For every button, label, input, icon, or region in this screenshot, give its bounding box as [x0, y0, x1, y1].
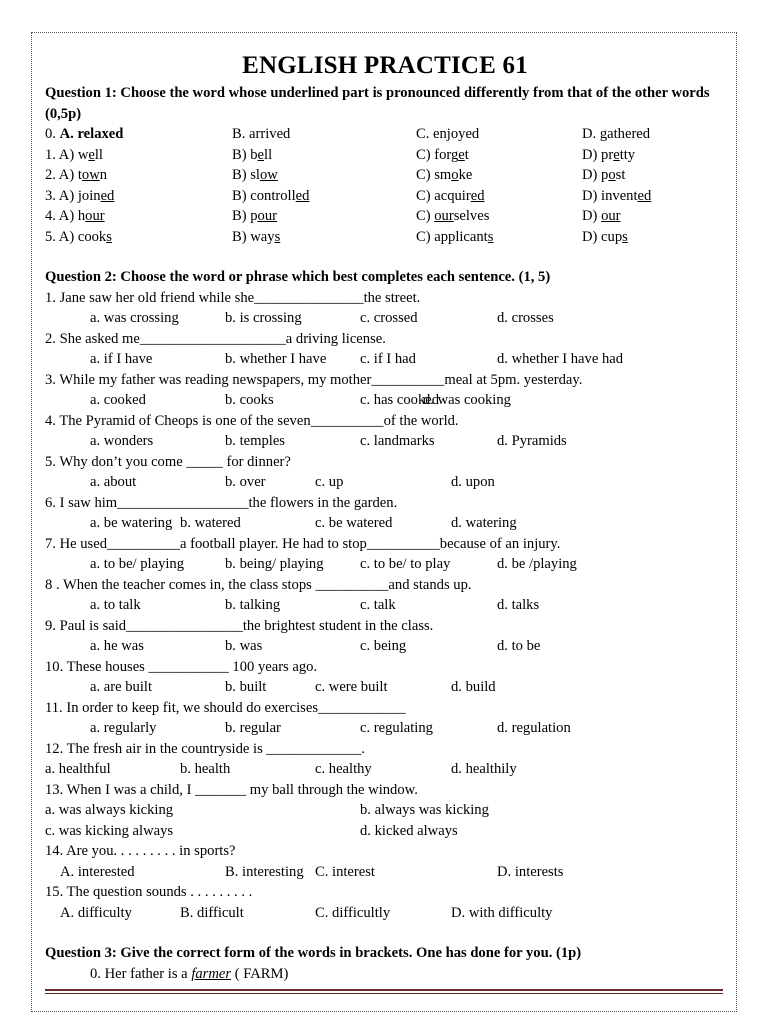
option-underlined-part: our: [434, 208, 454, 224]
option-b: [232, 165, 278, 186]
option-a: [45, 186, 114, 207]
row-number: 5.: [45, 228, 56, 245]
option-row: [45, 206, 725, 227]
option-row: [45, 718, 725, 739]
question-1: [45, 83, 725, 247]
row-number: 1.: [45, 146, 56, 163]
option-c: C. difficultly: [315, 904, 391, 921]
option-text: D) invent: [582, 187, 638, 204]
option-text: D): [582, 208, 602, 224]
option-a: A. difficulty: [60, 904, 132, 921]
option-b: b. whether I have: [225, 351, 327, 367]
option-text: B) b: [232, 146, 258, 163]
option-d: D. with difficulty: [451, 904, 553, 921]
option-text: D. gathered: [582, 126, 651, 142]
option-underlined-part: o: [451, 167, 459, 183]
question-stem: 5. Why don’t you come _____ for dinner?: [45, 453, 291, 470]
option-a: [45, 124, 123, 145]
option-c: c. be watered: [315, 515, 393, 531]
option-text: B. arrived: [232, 126, 291, 142]
option-text: B) sl: [232, 167, 260, 183]
option-row: [45, 431, 725, 452]
question-stem: 1. Jane saw her old friend while she_______________the street.: [45, 289, 421, 306]
option-text: B) p: [232, 208, 258, 224]
option-underlined-part: our: [257, 208, 278, 224]
option-row: [45, 862, 725, 883]
question-stem: 13. When I was a child, I _______ my ball through the window.: [45, 781, 418, 798]
option-c: C. interest: [315, 863, 375, 880]
question-3: [45, 943, 725, 984]
option-a: a. about: [90, 474, 137, 490]
option-d: d. to be: [497, 638, 541, 654]
option-b: b. is crossing: [225, 310, 302, 326]
option-b: [232, 186, 309, 207]
option-d: [582, 165, 625, 186]
option-b: b. built: [225, 679, 267, 695]
option-text: C) applicant: [416, 228, 488, 245]
option-underlined-part: ow: [259, 167, 278, 183]
option-c: c. regulating: [360, 720, 433, 736]
option-row: [45, 636, 725, 657]
option-text: n: [99, 167, 108, 183]
question-stem: 10. These houses ___________ 100 years ago.: [45, 658, 318, 675]
option-b: b. over: [225, 474, 266, 490]
question-stem: 11. In order to keep fit, we should do exercises____________: [45, 699, 406, 716]
option-b: b. regular: [225, 720, 281, 736]
option-c: [416, 124, 479, 145]
option-underlined-part: ow: [81, 167, 100, 183]
option-a: [45, 227, 112, 248]
option-underlined-part: o: [608, 167, 616, 183]
row-number: 2.: [45, 167, 56, 183]
option-text: A) join: [58, 187, 101, 204]
option-row: [45, 554, 725, 575]
option-a: [45, 206, 105, 227]
option-text: C) forg: [416, 146, 459, 163]
option-d: [582, 206, 621, 227]
option-text: B) way: [232, 228, 275, 245]
option-text: C) acquir: [416, 187, 471, 204]
page-title: ENGLISH PRACTICE 61: [242, 52, 528, 79]
option-a: a. healthful: [45, 761, 111, 777]
question-stem: 2. She asked me____________________a driving license.: [45, 330, 386, 347]
option-text: selves: [453, 208, 490, 224]
spacer: [45, 247, 725, 267]
option-row: [45, 800, 725, 821]
option-d: d. talks: [497, 597, 540, 613]
option-d: d. be /playing: [497, 556, 577, 572]
option-c: [416, 145, 469, 166]
option-underlined-part: e: [458, 146, 465, 163]
option-row: [45, 759, 725, 780]
option-b: b. was: [225, 638, 263, 654]
example-answer: farmer: [191, 965, 232, 982]
question-1-heading: Question 1: Choose the word whose underlined part is pronounced differently from that of the other words (0,5p): [45, 85, 710, 122]
question-stem: 15. The question sounds . . . . . . . . .: [45, 884, 253, 900]
option-a: a. are built: [90, 679, 152, 695]
option-row: [45, 186, 725, 207]
option-row: [45, 124, 725, 145]
option-b: B. interesting: [225, 863, 304, 880]
option-row: [45, 472, 725, 493]
option-c: [416, 206, 489, 227]
option-b: [232, 206, 277, 227]
option-b: b. cooks: [225, 392, 274, 408]
option-d: D. interests: [497, 863, 564, 880]
option-text: A) h: [58, 208, 86, 224]
question-3-example: [45, 964, 725, 985]
option-underlined-part: s: [622, 228, 628, 245]
option-underlined-part: s: [487, 228, 494, 245]
option-text: A) t: [58, 167, 82, 183]
option-text: A. relaxed: [59, 126, 124, 142]
option-c: c. talk: [360, 597, 396, 613]
option-row: [45, 513, 725, 534]
option-c: c. being: [360, 638, 407, 654]
option-c: c. has cooked: [360, 392, 440, 408]
question-1-rows: [45, 124, 725, 247]
option-d: [582, 227, 628, 248]
option-a: a. be watering: [90, 515, 173, 531]
option-d: [582, 145, 635, 166]
option-b: [232, 227, 280, 248]
option-a: a. cooked: [90, 392, 146, 408]
question-2: [45, 267, 725, 923]
option-a: [45, 145, 103, 166]
example-prefix: 0. Her father is a: [90, 965, 192, 982]
option-underlined-part: ed: [470, 187, 485, 204]
option-a: A. interested: [60, 863, 135, 880]
option-b: b. health: [180, 761, 231, 777]
worksheet: [45, 50, 725, 984]
option-c: c. to be/ to play: [360, 556, 451, 572]
option-text: C) sm: [416, 167, 452, 183]
option-b: b. being/ playing: [225, 556, 324, 572]
option-text: B) controll: [232, 187, 296, 204]
option-row: [45, 349, 725, 370]
row-number: 4.: [45, 208, 56, 224]
option-b: B. difficult: [180, 904, 244, 921]
option-a: a. he was: [90, 638, 144, 654]
option-b: b. talking: [225, 597, 281, 613]
option-d: d. crosses: [497, 310, 554, 326]
option-row: [45, 227, 725, 248]
option-c: c. were built: [315, 679, 388, 695]
option-underlined-part: e: [257, 146, 265, 163]
option-row: [45, 595, 725, 616]
option-underlined-part: s: [274, 228, 281, 245]
option-c: c. up: [315, 474, 344, 490]
option-c: c. if I had: [360, 351, 416, 367]
option-d: [582, 124, 650, 145]
option-row: [45, 390, 725, 411]
option-text: ll: [264, 146, 273, 163]
option-underlined-part: e: [88, 146, 95, 163]
option-b: [232, 124, 290, 145]
option-a: a. was crossing: [90, 310, 179, 326]
option-text: A) cook: [58, 228, 107, 245]
option-row: [45, 903, 725, 924]
question-stem: 3. While my father was reading newspapers, my mother__________meal at 5pm. yesterday.: [45, 371, 583, 388]
option-underlined-part: our: [601, 208, 621, 224]
option-c: [416, 186, 485, 207]
option-text: D) p: [582, 167, 609, 183]
option-c: c. landmarks: [360, 433, 435, 449]
option-underlined-part: ed: [295, 187, 310, 204]
option-a: a. if I have: [90, 351, 153, 367]
question-2-items: [45, 288, 725, 924]
option-text: t: [464, 146, 469, 163]
option-c: [416, 227, 493, 248]
option-b: b. temples: [225, 433, 285, 449]
option-text: D) pr: [582, 146, 614, 163]
option-row: [45, 821, 725, 842]
option-text: st: [615, 167, 626, 183]
option-c: c. was kicking always: [45, 822, 174, 839]
option-d: d. whether I have had: [497, 351, 624, 367]
option-a: a. was always kicking: [45, 802, 174, 818]
option-underlined-part: e: [613, 146, 620, 163]
footer-rule-thin: [45, 993, 723, 994]
spacer: [45, 923, 725, 943]
option-a: [45, 165, 107, 186]
option-text: ke: [458, 167, 473, 183]
option-text: tty: [619, 146, 636, 163]
option-text: D) cup: [582, 228, 623, 245]
question-stem: 7. He used__________a football player. He had to stop__________because of an injury.: [45, 535, 561, 552]
option-underlined-part: our: [85, 208, 105, 224]
row-number: 0.: [45, 126, 56, 142]
option-a: a. to talk: [90, 597, 141, 613]
option-row: [45, 165, 725, 186]
question-3-heading: Question 3: Give the correct form of the words in brackets. One has done for you. (1p): [45, 945, 582, 961]
option-d: d. was cooking: [423, 392, 511, 408]
row-number: 3.: [45, 187, 56, 204]
option-underlined-part: ed: [637, 187, 652, 204]
option-d: d. Pyramids: [497, 433, 567, 449]
option-d: d. build: [451, 679, 496, 695]
option-d: d. watering: [451, 515, 517, 531]
option-underlined-part: s: [106, 228, 112, 245]
example-suffix: ( FARM): [231, 965, 289, 982]
option-c: [416, 165, 472, 186]
question-stem: 8 . When the teacher comes in, the class stops __________and stands up.: [45, 576, 472, 593]
option-a: a. to be/ playing: [90, 556, 185, 572]
option-d: d. regulation: [497, 720, 571, 736]
option-c: c. crossed: [360, 310, 418, 326]
question-2-heading: Question 2: Choose the word or phrase which best completes each sentence. (1, 5): [45, 269, 551, 285]
option-text: ll: [94, 146, 103, 163]
option-b: b. watered: [180, 515, 241, 531]
option-text: A) w: [58, 146, 89, 163]
option-row: [45, 308, 725, 329]
option-b: b. always was kicking: [360, 802, 489, 818]
question-stem: 6. I saw him__________________the flowers in the garden.: [45, 494, 398, 511]
option-c: c. healthy: [315, 761, 372, 777]
question-stem: 12. The fresh air in the countryside is _____________.: [45, 740, 365, 757]
option-row: [45, 677, 725, 698]
option-text: C. enjoyed: [416, 126, 480, 142]
option-d: d. kicked always: [360, 822, 458, 839]
option-d: d. healthily: [451, 761, 517, 777]
option-underlined-part: ed: [100, 187, 115, 204]
option-text: C): [416, 208, 435, 224]
question-stem: 14. Are you. . . . . . . . . in sports?: [45, 843, 236, 859]
option-a: a. wonders: [90, 433, 154, 449]
option-d: [582, 186, 651, 207]
option-a: a. regularly: [90, 720, 157, 736]
option-row: [45, 145, 725, 166]
footer-rule-thick: [45, 989, 723, 991]
option-b: [232, 145, 272, 166]
option-d: d. upon: [451, 474, 495, 490]
question-stem: 4. The Pyramid of Cheops is one of the seven__________of the world.: [45, 412, 459, 429]
question-stem: 9. Paul is said________________the brightest student in the class.: [45, 617, 434, 634]
